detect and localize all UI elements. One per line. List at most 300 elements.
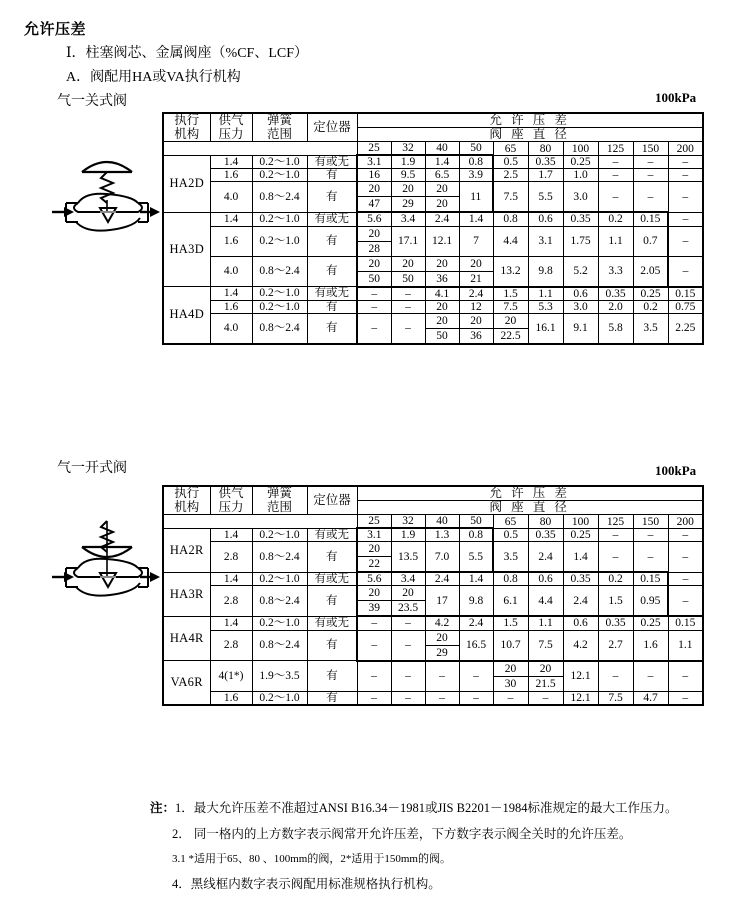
note-item-2: 2． 同一格内的上方数字表示阀常开允许压差，下方数字表示阀全关时的允许压差。 (172, 827, 632, 841)
header-cell: 供气 (210, 113, 252, 128)
header-positioner: 定位器 (307, 486, 357, 515)
pressure-value-cell: 0.2 (598, 212, 633, 226)
pressure-value-cell: – (493, 691, 528, 705)
pressure-value-cell: 13.2 (493, 256, 528, 287)
pressure-value-cell: 2.4 (425, 572, 459, 586)
pressure-value-cell (493, 661, 528, 692)
pressure-value-cell: 0.8 (459, 155, 493, 169)
supply-pressure-cell: 2.8 (210, 542, 252, 573)
positioner-cell: 有或无 (307, 287, 357, 301)
value-closed: 20 (436, 198, 448, 211)
pressure-value-cell: – (633, 542, 668, 573)
spring-range-cell: 0.2～1.0 (252, 616, 307, 630)
supply-pressure-cell: 1.6 (210, 300, 252, 313)
actuator-cell: HA2D (163, 155, 210, 212)
header-diameter: 100 (563, 515, 598, 529)
spring-range-cell: 0.2～1.0 (252, 226, 307, 256)
value-closed: 29 (436, 646, 448, 659)
value-closed: 21.5 (535, 677, 556, 690)
pressure-value-cell: 1.4 (459, 212, 493, 226)
pressure-value-cell: 4.7 (633, 691, 668, 705)
header-diameter: 40 (425, 515, 459, 529)
pressure-value-cell: – (668, 586, 703, 617)
positioner-cell: 有 (307, 630, 357, 661)
actuator-cell: HA2R (163, 528, 210, 572)
pressure-value-cell: 1.1 (668, 630, 703, 661)
pressure-value-cell: – (633, 182, 668, 213)
pressure-value-cell: 9.1 (563, 313, 598, 344)
pressure-value-cell: 2.7 (598, 630, 633, 661)
table-row (163, 287, 703, 301)
pressure-value-cell (459, 313, 493, 344)
value-open: 20 (358, 257, 391, 272)
pressure-value-cell: 1.5 (493, 287, 528, 301)
header-diameter: 40 (425, 142, 459, 156)
pressure-value-cell: 1.4 (425, 155, 459, 169)
pressure-value-cell: – (598, 661, 633, 692)
pressure-value-cell: 5.6 (357, 212, 391, 226)
pressure-value-cell: – (668, 528, 703, 542)
spring-range-cell: 0.8～2.4 (252, 586, 307, 617)
header-cell: 弹簧 (252, 113, 307, 128)
pressure-value-cell: 11 (459, 182, 493, 213)
spring-range-cell: 0.8～2.4 (252, 313, 307, 344)
value-open: 20 (494, 314, 528, 329)
pressure-value-cell: – (391, 661, 425, 692)
header-cell: 执行 (163, 113, 210, 128)
value-open: 20 (358, 586, 391, 601)
value-open: 20 (358, 182, 391, 197)
pressure-value-cell: 0.35 (528, 528, 563, 542)
value-open: 20 (426, 182, 459, 197)
pressure-value-cell: 9.8 (459, 586, 493, 617)
pressure-value-cell: 7 (459, 226, 493, 256)
spring-range-cell: 0.2～1.0 (252, 528, 307, 542)
header-cell: 压力 (210, 501, 252, 515)
table-row (163, 661, 703, 692)
note-item-1: 注：1．最大允许压差不准超过ANSI B16.34－1981或JIS B2201－1984标准规定的最大工作压力。 (150, 801, 678, 815)
supply-pressure-cell: 1.4 (210, 212, 252, 226)
pressure-value-cell (493, 313, 528, 344)
supply-pressure-cell: 1.4 (210, 572, 252, 586)
value-closed: 22.5 (500, 329, 521, 342)
pressure-value-cell: – (668, 542, 703, 573)
unit-label-table-2: 100kPa (655, 463, 697, 478)
value-closed: 50 (436, 329, 448, 342)
page-title: 允许压差 (24, 22, 87, 38)
pressure-value-cell: 1.5 (598, 586, 633, 617)
pressure-value-cell: – (668, 256, 703, 287)
header-group-title: 允 许 压 差 (357, 486, 703, 501)
table-row (163, 691, 703, 705)
header-diameter: 125 (598, 515, 633, 529)
header-diameter: 50 (459, 515, 493, 529)
header-group-sub: 阀 座 直 径 (357, 501, 703, 515)
pressure-value-cell: 3.9 (459, 169, 493, 182)
pressure-value-cell (528, 661, 563, 692)
pressure-value-cell (391, 586, 425, 617)
pressure-value-cell (357, 182, 391, 213)
header-row-2 (163, 128, 703, 142)
header-cell: 范围 (252, 128, 307, 142)
pressure-value-cell: 16 (357, 169, 391, 182)
header-row-diameters (163, 515, 703, 529)
positioner-cell: 有 (307, 661, 357, 692)
pressure-value-cell: 16.5 (459, 630, 493, 661)
note-item-4: 4．黑线框内数字表示阀配用标准规格执行机构。 (172, 877, 441, 891)
actuator-cell: HA3R (163, 572, 210, 616)
value-closed: 23.5 (397, 602, 419, 615)
supply-pressure-cell: 1.6 (210, 691, 252, 705)
pressure-value-cell: 5.2 (563, 256, 598, 287)
pressure-value-cell: – (668, 572, 703, 586)
spring-range-cell: 0.2～1.0 (252, 300, 307, 313)
value-closed: 22 (368, 558, 380, 571)
positioner-cell: 有 (307, 691, 357, 705)
note-item-3: 3.1 *适用于65、80 、100mm的阀，2*适用于150mm的阀。 (172, 853, 451, 865)
pressure-value-cell: 3.1 (357, 528, 391, 542)
pressure-value-cell (425, 313, 459, 344)
pressure-value-cell: 5.6 (357, 572, 391, 586)
value-closed: 36 (470, 329, 482, 342)
positioner-cell: 有 (307, 169, 357, 182)
section-label-air-to-open: 气一开式阀 (57, 461, 127, 476)
pressure-value-cell: 0.2 (633, 300, 668, 313)
pressure-value-cell: – (598, 542, 633, 573)
pressure-value-cell (357, 256, 391, 287)
pressure-value-cell: 17 (425, 586, 459, 617)
pressure-value-cell: 0.35 (528, 155, 563, 169)
pressure-value-cell: 3.5 (633, 313, 668, 344)
pressure-value-cell (357, 586, 391, 617)
pressure-value-cell: 2.25 (668, 313, 703, 344)
pressure-value-cell: 4.2 (563, 630, 598, 661)
pressure-value-cell: 7.5 (598, 691, 633, 705)
table-row (163, 616, 703, 630)
supply-pressure-cell: 1.6 (210, 169, 252, 182)
actuator-cell: HA4D (163, 287, 210, 344)
pressure-value-cell: – (528, 691, 563, 705)
pressure-value-cell: 0.6 (563, 616, 598, 630)
spring-range-cell: 0.8～2.4 (252, 542, 307, 573)
pressure-value-cell: 0.6 (528, 212, 563, 226)
pressure-value-cell (425, 256, 459, 287)
actuator-cell: VA6R (163, 661, 210, 705)
pressure-value-cell: 0.8 (493, 212, 528, 226)
notes-label: 注： (150, 801, 176, 815)
pressure-value-cell: – (459, 691, 493, 705)
pressure-value-cell: – (357, 691, 391, 705)
table-2-body (163, 486, 703, 705)
value-closed: 21 (470, 272, 482, 285)
pressure-value-cell: 0.6 (528, 572, 563, 586)
value-closed: 50 (402, 272, 414, 285)
header-diameter: 32 (391, 142, 425, 156)
value-open: 20 (392, 182, 425, 197)
pressure-value-cell: 0.25 (633, 287, 668, 301)
spring-range-cell: 0.2～1.0 (252, 287, 307, 301)
pressure-value-cell: 3.3 (598, 256, 633, 287)
pressure-value-cell: 0.15 (668, 287, 703, 301)
value-open: 20 (494, 662, 528, 677)
value-open: 20 (392, 257, 425, 272)
pressure-value-cell: – (391, 287, 425, 301)
positioner-cell: 有或无 (307, 155, 357, 169)
pressure-value-cell: 2.4 (563, 586, 598, 617)
pressure-value-cell: 1.7 (528, 169, 563, 182)
pressure-value-cell: 4.4 (528, 586, 563, 617)
pressure-value-cell: 0.8 (493, 572, 528, 586)
pressure-value-cell: 0.25 (563, 528, 598, 542)
header-diameter: 200 (668, 142, 703, 156)
pressure-value-cell: 6.1 (493, 586, 528, 617)
supply-pressure-cell: 1.4 (210, 155, 252, 169)
pressure-value-cell: 0.25 (633, 616, 668, 630)
pressure-value-cell: 1.6 (633, 630, 668, 661)
table-row (163, 226, 703, 256)
header-diameter: 150 (633, 142, 668, 156)
header-spacer (163, 142, 357, 156)
pressure-value-cell: – (668, 212, 703, 226)
unit-label-table-1: 100kPa (655, 90, 697, 105)
pressure-value-cell: 1.5 (493, 616, 528, 630)
header-diameter: 80 (528, 515, 563, 529)
supply-pressure-cell: 1.4 (210, 528, 252, 542)
pressure-value-cell: – (459, 661, 493, 692)
table-air-to-open (162, 485, 704, 706)
pressure-value-cell (391, 182, 425, 213)
positioner-cell: 有 (307, 542, 357, 573)
header-diameter: 200 (668, 515, 703, 529)
supply-pressure-cell: 2.8 (210, 630, 252, 661)
table-row (163, 155, 703, 169)
pressure-value-cell: 7.5 (493, 300, 528, 313)
positioner-cell: 有或无 (307, 572, 357, 586)
actuator-cell: HA3D (163, 212, 210, 286)
actuator-cell: HA4R (163, 616, 210, 660)
pressure-value-cell: 0.35 (598, 616, 633, 630)
value-open: 20 (426, 631, 459, 646)
pressure-value-cell: 2.4 (528, 542, 563, 573)
header-diameter: 65 (493, 142, 528, 156)
header-positioner: 定位器 (307, 113, 357, 142)
positioner-cell: 有 (307, 182, 357, 213)
positioner-cell: 有或无 (307, 212, 357, 226)
pressure-value-cell: – (633, 528, 668, 542)
table-row (163, 182, 703, 213)
pressure-value-cell: – (391, 313, 425, 344)
spring-range-cell: 0.2～1.0 (252, 169, 307, 182)
value-open: 20 (358, 227, 391, 242)
positioner-cell: 有 (307, 226, 357, 256)
pressure-value-cell: – (391, 616, 425, 630)
header-cell: 弹簧 (252, 486, 307, 501)
heading-roman-one: Ⅰ．柱塞阀芯、金属阀座（%CF、LCF） (66, 46, 308, 61)
pressure-value-cell: – (668, 169, 703, 182)
pressure-value-cell: – (425, 661, 459, 692)
value-closed: 29 (402, 198, 414, 211)
value-closed: 50 (368, 272, 380, 285)
pressure-value-cell: 9.8 (528, 256, 563, 287)
table-row (163, 300, 703, 313)
pressure-value-cell: 0.5 (493, 155, 528, 169)
table-row (163, 256, 703, 287)
header-diameter: 80 (528, 142, 563, 156)
notes-block (150, 798, 750, 900)
pressure-value-cell: 1.4 (563, 542, 598, 573)
pressure-value-cell: 1.1 (598, 226, 633, 256)
pressure-value-cell: 5.8 (598, 313, 633, 344)
pressure-value-cell: 2.4 (425, 212, 459, 226)
pressure-value-cell: 3.1 (528, 226, 563, 256)
pressure-value-cell: – (633, 155, 668, 169)
table-air-to-close (162, 112, 704, 345)
pressure-value-cell: – (598, 169, 633, 182)
supply-pressure-cell: 1.4 (210, 287, 252, 301)
pressure-value-cell: 1.1 (528, 616, 563, 630)
pressure-value-cell: 1.4 (459, 572, 493, 586)
pressure-value-cell: – (668, 155, 703, 169)
pressure-value-cell: – (668, 691, 703, 705)
spring-range-cell: 0.8～2.4 (252, 256, 307, 287)
pressure-value-cell: 3.4 (391, 572, 425, 586)
header-row-2 (163, 501, 703, 515)
supply-pressure-cell: 1.4 (210, 616, 252, 630)
pressure-value-cell: – (357, 300, 391, 313)
positioner-cell: 有或无 (307, 528, 357, 542)
pressure-value-cell: 7.5 (493, 182, 528, 213)
pressure-value-cell: – (668, 661, 703, 692)
pressure-value-cell: – (633, 661, 668, 692)
pressure-value-cell: 1.3 (425, 528, 459, 542)
pressure-value-cell: 12 (459, 300, 493, 313)
pressure-value-cell: 10.7 (493, 630, 528, 661)
positioner-cell: 有 (307, 313, 357, 344)
header-cell: 执行 (163, 486, 210, 501)
supply-pressure-cell: 2.8 (210, 586, 252, 617)
value-open: 20 (460, 314, 493, 329)
pressure-value-cell: 0.2 (598, 572, 633, 586)
value-closed: 30 (504, 677, 517, 690)
header-spacer (163, 515, 357, 529)
heading-letter-a: A．阀配用HA或VA执行机构 (66, 70, 241, 85)
pressure-value-cell: 3.1 (357, 155, 391, 169)
pressure-value-cell: – (391, 300, 425, 313)
header-cell: 机构 (163, 501, 210, 515)
pressure-value-cell: 6.5 (425, 169, 459, 182)
pressure-value-cell: 4.4 (493, 226, 528, 256)
pressure-value-cell: 17.1 (391, 226, 425, 256)
pressure-value-cell: 2.4 (459, 616, 493, 630)
positioner-cell: 有 (307, 256, 357, 287)
valve-symbol-air-to-open-icon (52, 515, 162, 615)
pressure-value-cell: 0.15 (633, 572, 668, 586)
pressure-value-cell: 0.15 (633, 212, 668, 226)
pressure-value-cell: 9.5 (391, 169, 425, 182)
spring-range-cell: 0.8～2.4 (252, 182, 307, 213)
value-open: 20 (529, 662, 563, 677)
section-label-air-to-close: 气一关式阀 (57, 94, 127, 109)
pressure-value-cell: 5.3 (528, 300, 563, 313)
pressure-value-cell: 0.8 (459, 528, 493, 542)
pressure-value-cell: 0.95 (633, 586, 668, 617)
pressure-value-cell: 2.5 (493, 169, 528, 182)
pressure-value-cell: 7.5 (528, 630, 563, 661)
pressure-value-cell: 0.35 (598, 287, 633, 301)
pressure-value-cell: 0.75 (668, 300, 703, 313)
header-group-title: 允 许 压 差 (357, 113, 703, 128)
pressure-value-cell: 2.05 (633, 256, 668, 287)
pressure-value-cell: 5.5 (528, 182, 563, 213)
pressure-value-cell: 3.0 (563, 300, 598, 313)
pressure-value-cell: – (598, 528, 633, 542)
header-diameter: 100 (563, 142, 598, 156)
header-row-1 (163, 113, 703, 128)
header-cell: 范围 (252, 501, 307, 515)
valve-symbol-air-to-close-icon (52, 150, 162, 250)
pressure-value-cell: 0.6 (563, 287, 598, 301)
pressure-value-cell: 0.7 (633, 226, 668, 256)
header-diameter: 125 (598, 142, 633, 156)
pressure-value-cell: 0.15 (668, 616, 703, 630)
pressure-value-cell: – (357, 661, 391, 692)
table-row (163, 630, 703, 661)
pressure-value-cell: 13.5 (391, 542, 425, 573)
pressure-value-cell: – (391, 630, 425, 661)
table-row (163, 528, 703, 542)
header-diameter: 25 (357, 515, 391, 529)
pressure-value-cell: 1.1 (528, 287, 563, 301)
table-row (163, 212, 703, 226)
pressure-value-cell (357, 226, 391, 256)
value-open: 20 (392, 586, 425, 601)
supply-pressure-cell: 1.6 (210, 226, 252, 256)
pressure-value-cell: – (391, 691, 425, 705)
header-group-sub: 阀 座 直 径 (357, 128, 703, 142)
value-open: 20 (426, 257, 459, 272)
pressure-value-cell: 20 (425, 300, 459, 313)
pressure-value-cell (357, 542, 391, 573)
pressure-value-cell: 5.5 (459, 542, 493, 573)
header-cell: 压力 (210, 128, 252, 142)
pressure-value-cell: 7.0 (425, 542, 459, 573)
table-row (163, 586, 703, 617)
pressure-value-cell: 12.1 (425, 226, 459, 256)
spring-range-cell: 0.2～1.0 (252, 691, 307, 705)
table-row (163, 572, 703, 586)
table-row (163, 169, 703, 182)
pressure-value-cell (425, 630, 459, 661)
pressure-value-cell: – (357, 313, 391, 344)
header-row-1 (163, 486, 703, 501)
pressure-value-cell: 3.4 (391, 212, 425, 226)
pressure-value-cell (425, 182, 459, 213)
pressure-value-cell: – (598, 182, 633, 213)
header-cell: 机构 (163, 128, 210, 142)
pressure-value-cell: – (357, 616, 391, 630)
pressure-value-cell: – (598, 155, 633, 169)
spring-range-cell: 0.2～1.0 (252, 155, 307, 169)
pressure-value-cell: – (357, 630, 391, 661)
value-closed: 28 (368, 242, 380, 255)
value-open: 20 (426, 314, 459, 329)
pressure-value-cell: – (668, 182, 703, 213)
pressure-value-cell: 1.9 (391, 155, 425, 169)
header-diameter: 25 (357, 142, 391, 156)
value-closed: 39 (368, 602, 380, 615)
pressure-value-cell: 4.2 (425, 616, 459, 630)
table-1-body (163, 113, 703, 344)
